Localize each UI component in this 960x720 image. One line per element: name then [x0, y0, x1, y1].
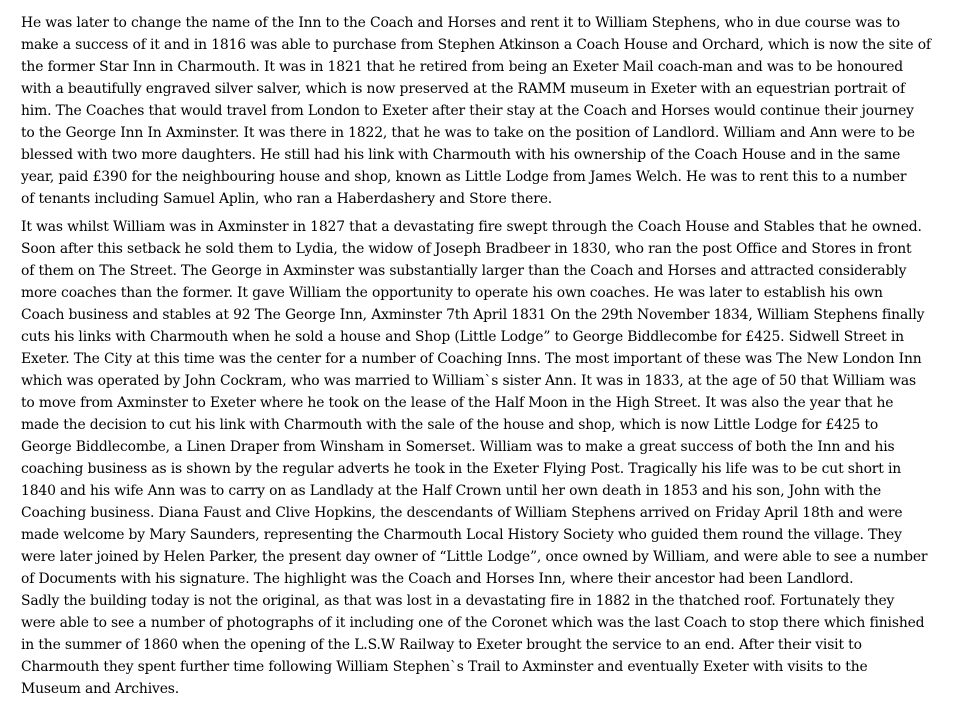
text-line: were later joined by Helen Parker, the present day owner of “Little Lodge”, once owned by William, and were able to see a number: [21, 549, 928, 565]
text-line: Exeter. The City at this time was the center for a number of Coaching Inns. The most important of these was The New London Inn: [21, 351, 922, 367]
text-line: made the decision to cut his link with Charmouth with the sale of the house and shop, which is now Little Lodge for £425 to: [21, 417, 879, 433]
text-line: 1840 and his wife Ann was to carry on as Landlady at the Half Crown until her own death in 1853 and his son, John with the: [21, 483, 882, 499]
text-line: coaching business as is shown by the regular adverts he took in the Exeter Flying Post. Tragically his life was to be cut short in: [21, 461, 902, 477]
text-line: with a beautifully engraved silver salver, which is now preserved at the RAMM museum in Exeter with an equestrian portrait of: [21, 81, 905, 97]
text-line: Soon after this setback he sold them to Lydia, the widow of Joseph Bradbeer in 1830, who ran the post Office and Stores in front: [21, 241, 912, 257]
text-line: were able to see a number of photographs of it including one of the Coronet which was the last Coach to stop there which finished: [21, 615, 925, 631]
text-line: in the summer of 1860 when the opening of the L.S.W Railway to Exeter brought the service to an end. After their visit to: [21, 637, 862, 653]
text-line: the former Star Inn in Charmouth. It was in 1821 that he retired from being an Exeter Mail coach-man and was to be honoured: [21, 59, 904, 75]
text-line: Coach business and stables at 92 The George Inn, Axminster 7th April 1831 On the 29th November 1834, William Stephens finally: [21, 307, 925, 323]
text-line: to move from Axminster to Exeter where he took on the lease of the Half Moon in the High Street. It was also the year that he: [21, 395, 894, 411]
text-line: more coaches than the former. It gave William the opportunity to operate his own coaches. He was later to establish his own: [21, 285, 883, 301]
text-line: made welcome by Mary Saunders, representing the Charmouth Local History Society who guided them round the village. They: [21, 527, 902, 543]
text-line: to the George Inn In Axminster. It was there in 1822, that he was to take on the position of Landlord. William and Ann were to be: [21, 125, 915, 141]
text-line: of them on The Street. The George in Axminster was substantially larger than the Coach and Horses and attracted considerably: [21, 263, 907, 279]
text-line: of tenants including Samuel Aplin, who ran a Haberdashery and Store there.: [21, 191, 553, 207]
document-page: [21, 12, 941, 700]
text-line: Charmouth they spent further time following William Stephen`s Trail to Axminster and eventually Exeter with visits to the: [21, 659, 868, 675]
text-line: Museum and Archives.: [21, 681, 180, 697]
text-line: him. The Coaches that would travel from London to Exeter after their stay at the Coach and Horses would continue their journey: [21, 103, 914, 119]
text-line: make a success of it and in 1816 was able to purchase from Stephen Atkinson a Coach House and Orchard, which is now the site of: [21, 37, 931, 53]
text-line: year, paid £390 for the neighbouring house and shop, known as Little Lodge from James Welch. He was to rent this to a number: [21, 169, 907, 185]
text-line: cuts his links with Charmouth when he sold a house and Shop (Little Lodge” to George Biddlecombe for £425. Sidwell Street in: [21, 329, 904, 345]
paragraph-2: [21, 216, 941, 700]
text-line: Coaching business. Diana Faust and Clive Hopkins, the descendants of William Stephens arrived on Friday April 18th and were: [21, 505, 903, 521]
text-line: Sadly the building today is not the original, as that was lost in a devastating fire in 1882 in the thatched roof. Fortunately they: [21, 593, 895, 609]
text-line: which was operated by John Cockram, who was married to William`s sister Ann. It was in 1833, at the age of 50 that William was: [21, 373, 916, 389]
paragraph-1: [21, 12, 941, 210]
text-line: George Biddlecombe, a Linen Draper from Winsham in Somerset. William was to make a great success of both the Inn and his: [21, 439, 895, 455]
text-line: He was later to change the name of the Inn to the Coach and Horses and rent it to William Stephens, who in due course was to: [21, 15, 900, 31]
text-line: of Documents with his signature. The highlight was the Coach and Horses Inn, where their ancestor had been Landlord.: [21, 571, 854, 587]
text-line: It was whilst William was in Axminster in 1827 that a devastating fire swept through the Coach House and Stables that he owned.: [21, 219, 922, 235]
text-line: blessed with two more daughters. He still had his link with Charmouth with his ownership of the Coach House and in the same: [21, 147, 901, 163]
